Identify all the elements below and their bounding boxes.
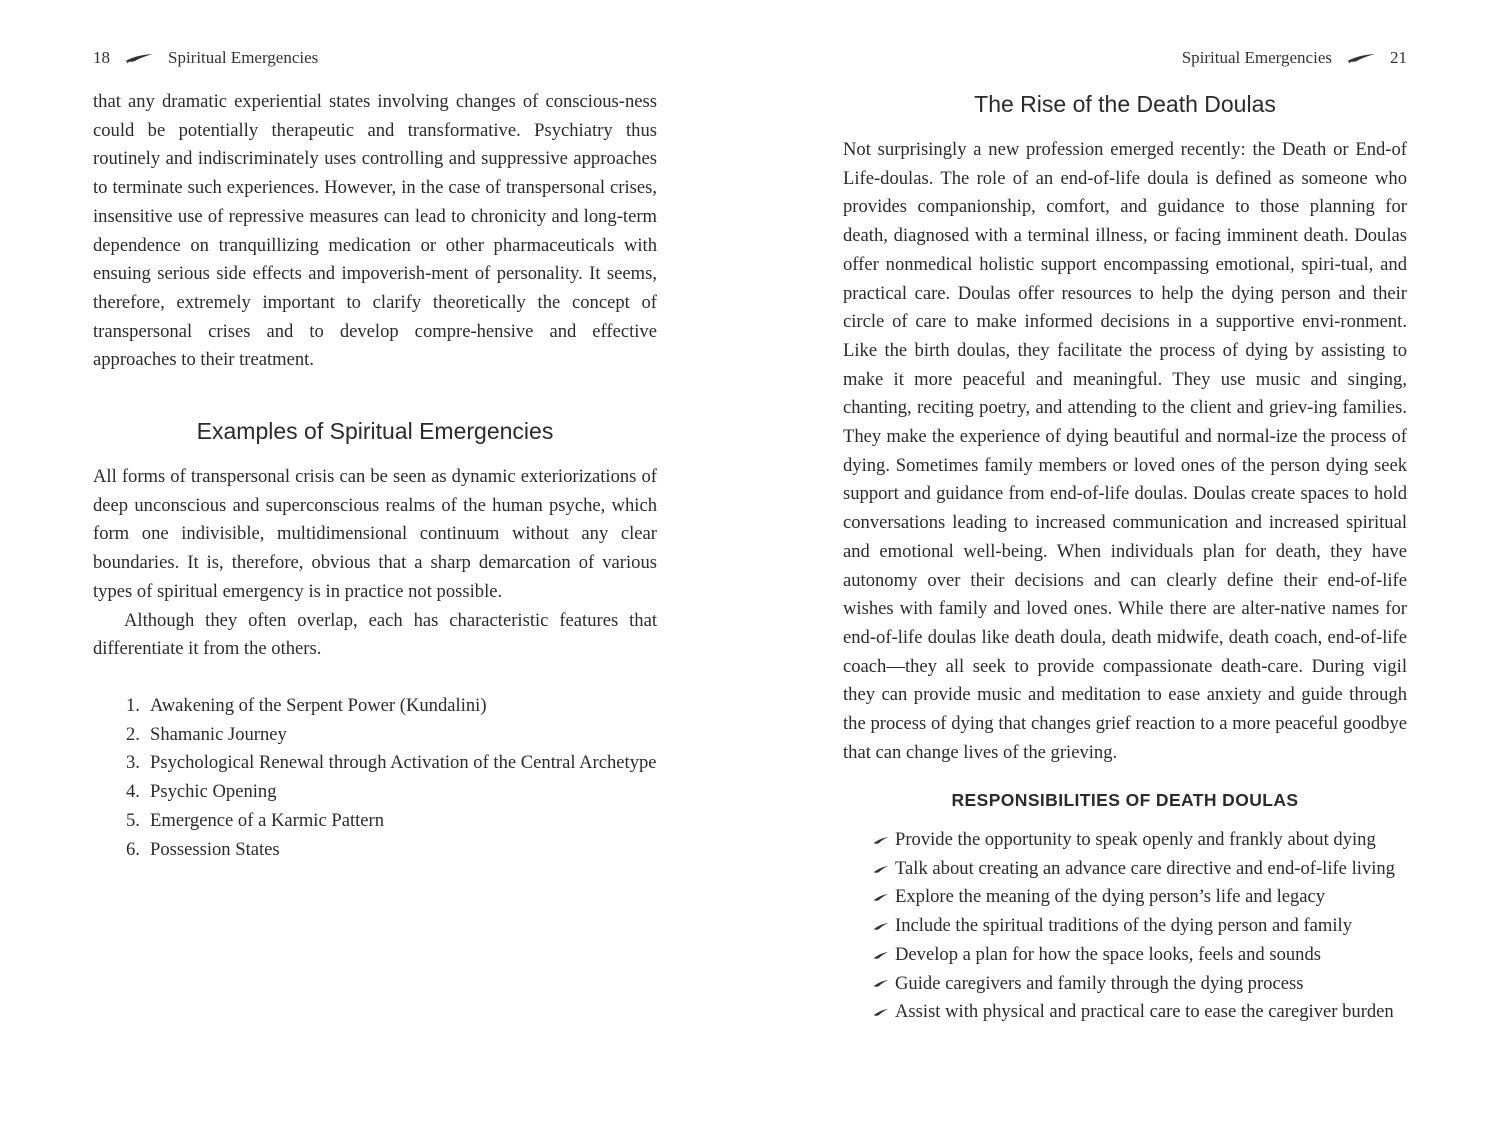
list-item-text: Provide the opportunity to speak openly and frankly about dying (895, 829, 1376, 850)
examples-list (126, 692, 657, 864)
section-heading: Examples of Spiritual Emergencies (196, 418, 554, 444)
list-item-number: 6. (126, 838, 140, 860)
list-item (126, 721, 657, 750)
list-item-number: 2. (126, 723, 140, 745)
list-item-number: 3. (126, 752, 140, 774)
running-head-title: Spiritual Emergencies (168, 48, 319, 67)
running-head-title: Spiritual Emergencies (1181, 48, 1332, 67)
right-running-head (843, 46, 1407, 70)
list-item (126, 836, 657, 865)
list-item-text: Explore the meaning of the dying person’s life and legacy (895, 886, 1326, 908)
section-paragraph: All forms of transpersonal crisis can be seen as dynamic exteriorizations of deep unconscious and superconscious realms of the human psyche, which form one indivisible, multidimensional continuum without any clear boundaries. It is, therefore, obvious that a sharp demarcation of various types of spiritual emergency is in practice not possible. (93, 466, 657, 602)
list-item-text: Awakening of the Serpent Power (Kundalini) (150, 695, 487, 716)
intro-paragraph: that any dramatic experiential states involving changes of conscious-ness could be potentially therapeutic and transformative. Psychiatry thus routinely and indiscriminately uses controlling and suppressive approaches to terminate such experiences. However, in the case of transpersonal crises, insensitive use of repressive measures can lead to chronicity and long-term dependence on tranquillizing medication or other pharmaceuticals with ensuing serious side effects and impoverish-ment of personality. It seems, therefore, extremely important to clarify theoretically the concept of transpersonal crises and to develop compre-hensive and effective approaches to their treatment. (93, 91, 657, 371)
list-item (873, 941, 1407, 970)
quill-bullet-icon (873, 998, 895, 1027)
quill-bullet-icon (873, 855, 895, 884)
list-item (873, 883, 1407, 912)
list-item (126, 749, 657, 778)
list-item-text: Guide caregivers and family through the dying process (895, 972, 1304, 994)
quill-bullet-icon (873, 912, 895, 941)
list-item-text: Assist with physical and practical care to ease the caregiver burden (895, 1001, 1394, 1023)
list-item-number: 5. (126, 809, 140, 831)
quill-icon (1346, 52, 1376, 64)
intro-paragraph-block (93, 88, 657, 375)
list-item (873, 970, 1407, 999)
quill-bullet-icon (873, 941, 895, 970)
list-item (126, 692, 657, 721)
page-number: 21 (1390, 48, 1407, 67)
responsibilities-subheading: RESPONSIBILITIES OF DEATH DOULAS (951, 790, 1299, 810)
quill-bullet-icon (873, 826, 895, 855)
list-item-text: Shamanic Journey (150, 723, 287, 745)
list-item (873, 826, 1407, 855)
body-paragraph: Not surprisingly a new profession emerged recently: the Death or End-of Life-doulas. The role of an end-of-life doula is defined as someone who provides companionship, comfort, and guidance to those planning for death, diagnosed with a terminal illness, or facing imminent death. Doulas offer nonmedical holistic support encompassing emotional, spiri-tual, and practical care. Doulas offer resources to help the dying person and their circle of care to make informed decisions in a supportive envi-ronment. Like the birth doulas, they facilitate the process of dying by assisting to make it more peaceful and meaningful. They use music and singing, chanting, reciting poetry, and attending to the client and griev-ing families. They make the experience of dying beautiful and normal-ize the process of dying. Sometimes family members or loved ones of the person dying seek support and guidance from end-of-life doulas. Doulas create spaces to hold conversations leading to increased communication and increased spiritual and emotional well-being. When individuals plan for death, they have autonomy over their decisions and can clearly define their end-of-life wishes with family and loved ones. While there are alter-native names for end-of-life doulas like death doula, death midwife, death coach, end-of-life coach—they all seek to provide compassionate death-care. During vigil they can provide music and meditation to ease anxiety and guide through the process of dying that changes grief reaction to a more peaceful goodbye that can change lives of the grieving. (843, 139, 1407, 763)
quill-bullet-icon (873, 970, 895, 999)
list-item (873, 855, 1407, 884)
list-item (873, 912, 1407, 941)
list-item-text: Psychological Renewal through Activation of the Central Archetype (150, 752, 657, 774)
list-item-number: 4. (126, 781, 140, 803)
section-heading: The Rise of the Death Doulas (974, 91, 1276, 117)
quill-icon (124, 52, 154, 64)
section-body (93, 463, 657, 664)
section-paragraph: Although they often overlap, each has characteristic features that differentiate it from the others. (93, 609, 657, 660)
death-doulas-body (843, 136, 1407, 767)
list-item-text: Include the spiritual traditions of the dying person and family (895, 915, 1352, 937)
right-page (843, 0, 1407, 1125)
list-item (126, 807, 657, 836)
list-item-text: Emergence of a Karmic Pattern (150, 809, 385, 831)
responsibilities-list (873, 826, 1407, 1027)
page-number: 18 (93, 48, 110, 67)
left-page (93, 0, 657, 1125)
list-item-text: Possession States (150, 838, 280, 860)
list-item-number: 1. (126, 695, 140, 716)
list-item (873, 998, 1407, 1027)
quill-bullet-icon (873, 883, 895, 912)
list-item (126, 778, 657, 807)
list-item-text: Psychic Opening (150, 781, 277, 803)
list-item-text: Develop a plan for how the space looks, feels and sounds (895, 943, 1321, 965)
list-item-text: Talk about creating an advance care directive and end-of-life living (895, 857, 1395, 879)
left-running-head (93, 46, 657, 70)
